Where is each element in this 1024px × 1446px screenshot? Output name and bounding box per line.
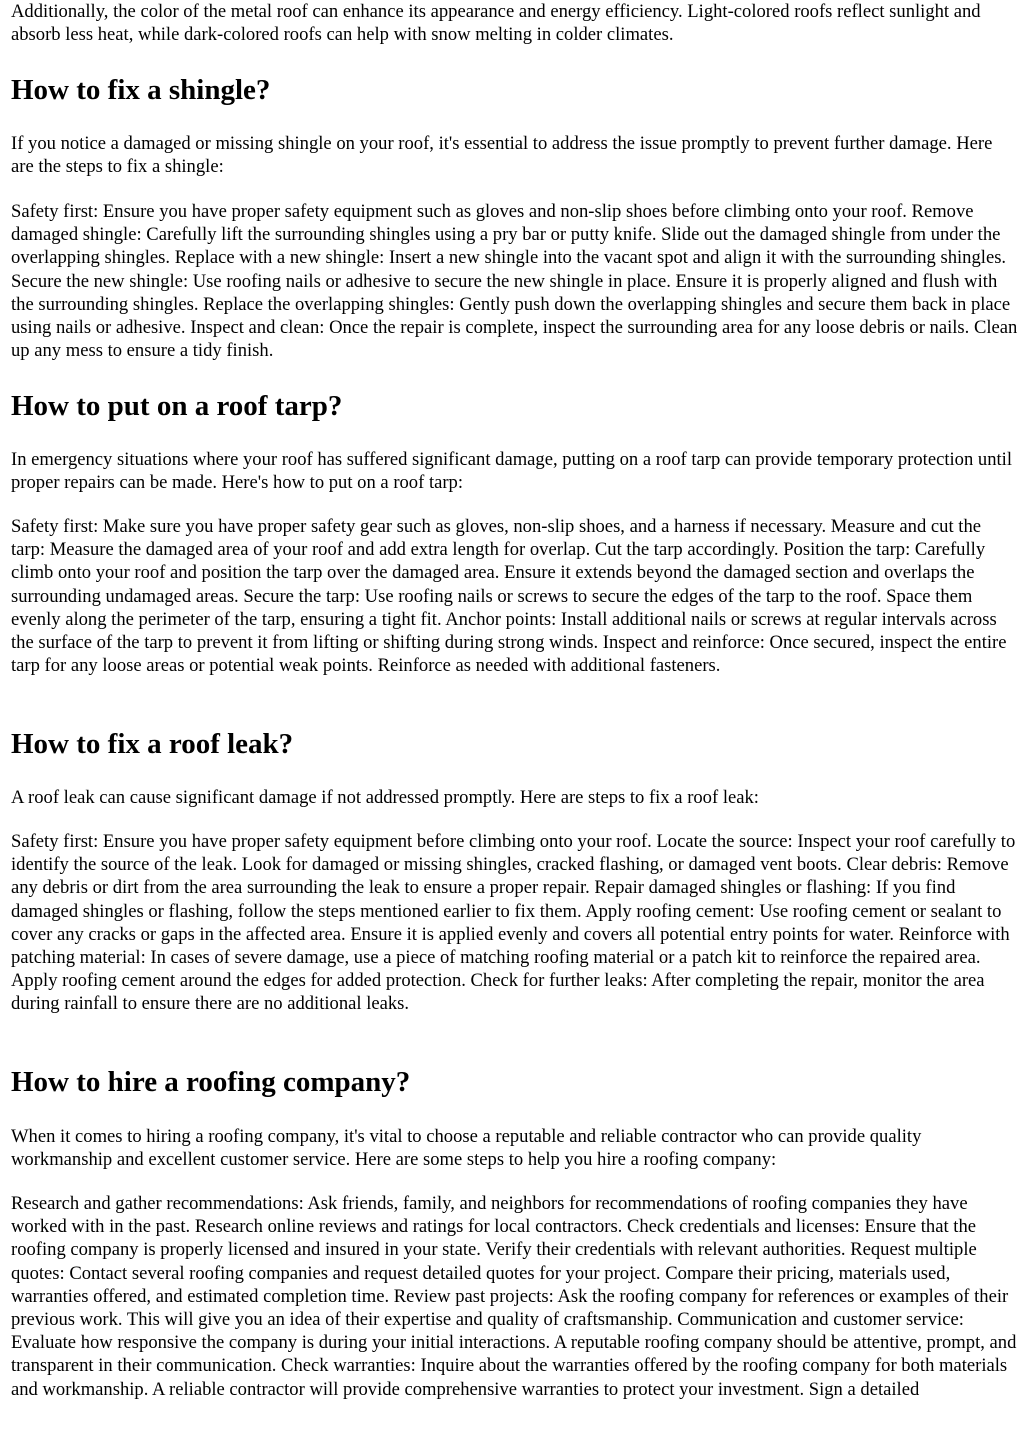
heading-roof-leak: How to fix a roof leak? — [11, 728, 294, 760]
paragraph-hire-lead: When it comes to hiring a roofing company, it's vital to choose a reputable and reliable contractor who can provide quality workmanship and excellent customer service. Here are some steps to help you hire a roofing company: — [11, 1126, 922, 1171]
intro-paragraph: Additionally, the color of the metal roof can enhance its appearance and energy efficiency. Light-colored roofs reflect sunlight and absorb less heat, while dark-colored roofs can help with snow melting in colder climates. — [11, 1, 981, 46]
paragraph-roof-leak-steps: Safety first: Ensure you have proper safety equipment before climbing onto your roof. Locate the source: Inspect your roof carefully to identify the source of the leak. Look for damaged or missing shingles, cracked flashing, or damaged vent boots. Clear debris: Remove any debris or dirt from the area surrounding the leak to ensure a proper repair. Repair damaged shingles or flashing: If you find damaged shingles or flashing, follow the steps mentioned earlier to fix them. Apply roofing cement: Use roofing cement or sealant to cover any cracks or gaps in the affected area. Ensure it is applied evenly and covers all potential entry points for water. Reinforce with patching material: In cases of severe damage, use a piece of matching roofing material or a patch kit to reinforce the repaired area. Apply roofing cement around the edges for added protection. Check for further leaks: After completing the repair, monitor the area during rainfall to ensure there are no additional leaks. — [11, 831, 1016, 1015]
paragraph-fix-shingle-lead: If you notice a damaged or missing shingle on your roof, it's essential to address the issue promptly to prevent further damage. Here are the steps to fix a shingle: — [11, 133, 993, 178]
paragraph-roof-tarp-lead: In emergency situations where your roof has suffered significant damage, putting on a roof tarp can provide temporary protection until proper repairs can be made. Here's how to put on a roof tarp: — [11, 449, 1013, 494]
paragraph-fix-shingle-steps: Safety first: Ensure you have proper safety equipment such as gloves and non-slip shoes before climbing onto your roof. Remove damaged shingle: Carefully lift the surrounding shingles using a pry bar or putty knife. Slide out the damaged shingle from under the overlapping shingles. Replace with a new shingle: Insert a new shingle into the vacant spot and align it with the surrounding shingles. Secure the new shingle: Use roofing nails or adhesive to secure the new shingle in place. Ensure it is properly aligned and flush with the surrounding shingles. Replace the overlapping shingles: Gently push down the overlapping shingles and secure them back in place using nails or adhesive. Inspect and clean: Once the repair is complete, inspect the surrounding area for any loose debris or nails. Clean up any mess to ensure a tidy finish. — [11, 201, 1018, 362]
heading-hire-roofing-company: How to hire a roofing company? — [11, 1066, 411, 1098]
heading-roof-tarp: How to put on a roof tarp? — [11, 390, 343, 422]
heading-fix-shingle: How to fix a shingle? — [11, 74, 271, 106]
paragraph-hire-steps: Research and gather recommendations: Ask friends, family, and neighbors for recommendations of roofing companies they have worked with in the past. Research online reviews and ratings for local contractors. Check credentials and licenses: Ensure that the roofing company is properly licensed and insured in your state. Verify their credentials with relevant authorities. Request multiple quotes: Contact several roofing companies and request detailed quotes for your project. Compare their pricing, materials used, warranties offered, and estimated completion time. Review past projects: Ask the roofing company for references or examples of their previous work. This will give you an idea of their expertise and quality of craftsmanship. Communication and customer service: Evaluate how responsive the company is during your initial interactions. A reputable roofing company should be attentive, prompt, and transparent in their communication. Check warranties: Inquire about the warranties offered by the roofing company for both materials and workmanship. A reliable contractor will provide comprehensive warranties to protect your investment. Sign a detailed — [11, 1193, 1017, 1400]
paragraph-roof-leak-lead: A roof leak can cause significant damage if not addressed promptly. Here are steps to fix a roof leak: — [11, 787, 759, 808]
paragraph-roof-tarp-steps: Safety first: Make sure you have proper safety gear such as gloves, non-slip shoes, and a harness if necessary. Measure and cut the tarp: Measure the damaged area of your roof and add extra length for overlap. Cut the tarp accordingly. Position the tarp: Carefully climb onto your roof and position the tarp over the damaged area. Ensure it extends beyond the damaged section and overlaps the surrounding undamaged areas. Secure the tarp: Use roofing nails or screws to secure the edges of the tarp to the roof. Space them evenly along the perimeter of the tarp, ensuring a tight fit. Anchor points: Install additional nails or screws at regular intervals across the surface of the tarp to prevent it from lifting or shifting during strong winds. Inspect and reinforce: Once secured, inspect the entire tarp for any loose areas or potential weak points. Reinforce as needed with additional fasteners. — [11, 516, 1007, 677]
